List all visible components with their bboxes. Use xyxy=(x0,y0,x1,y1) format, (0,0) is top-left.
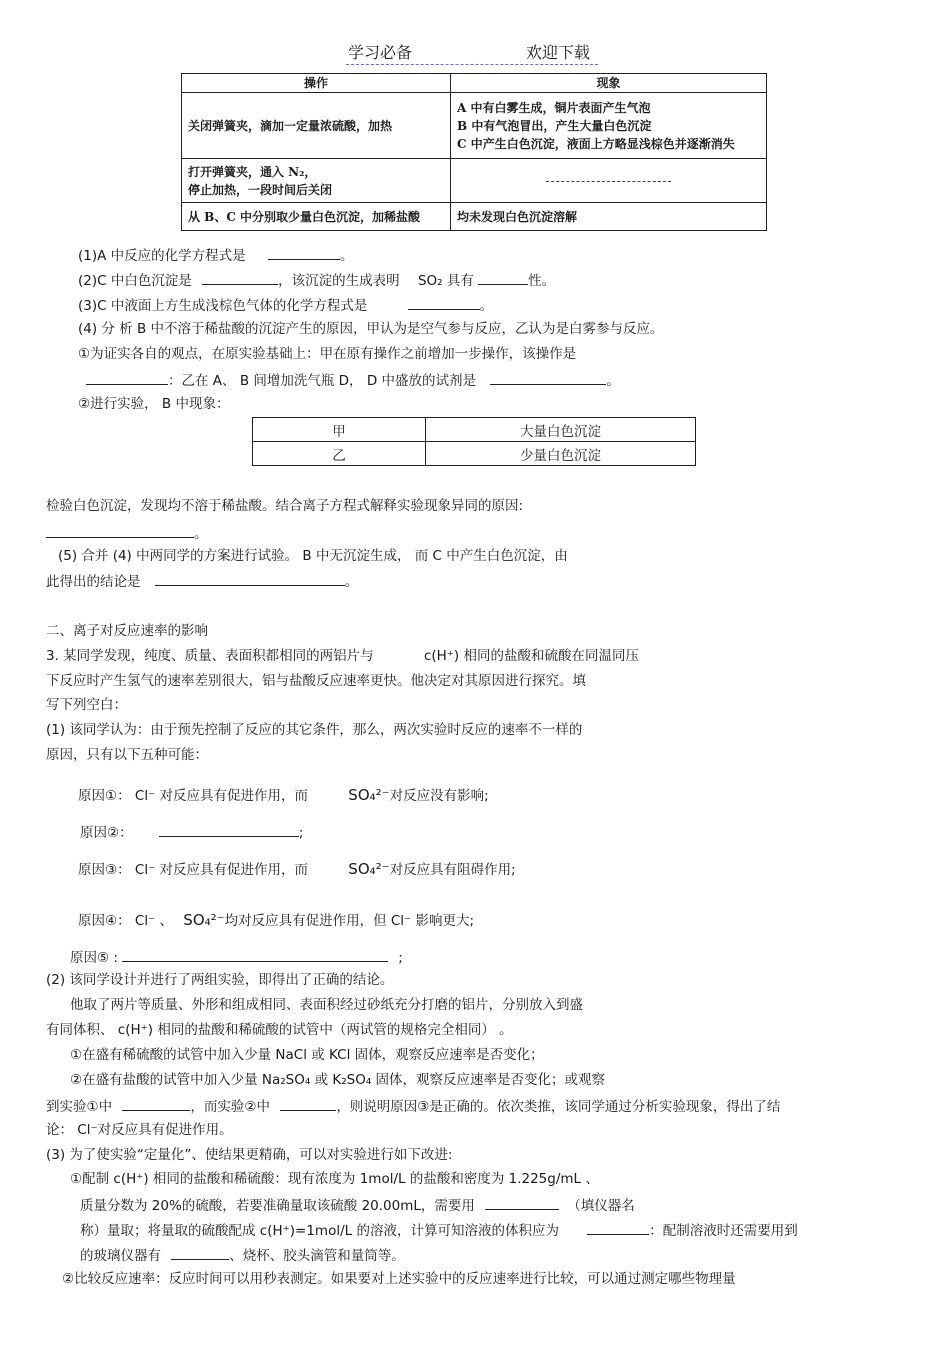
reason-1: 原因①： Cl⁻ 对反应具有促进作用，而 SO₄²⁻对反应没有影响; xyxy=(78,786,489,804)
answer-blank[interactable] xyxy=(86,370,168,385)
question-4-explain-answer: 。 xyxy=(46,523,208,543)
sulfate-ion: SO₄²⁻ xyxy=(348,860,390,878)
header-left: 学习必备 xyxy=(348,43,413,62)
answer-blank[interactable] xyxy=(280,1096,336,1111)
result-who: 乙 xyxy=(253,442,426,466)
answer-blank[interactable] xyxy=(122,947,388,962)
problem-3-q2-conclusion: 论： Cl⁻对反应具有促进作用。 xyxy=(46,1122,233,1138)
question-4-part-2: ②进行实验， B 中现象： xyxy=(78,396,230,412)
problem-3-q3-1: ①配制 c(H⁺) 相同的盐酸和稀硫酸：现有浓度为 1mol/L 的盐酸和密度为 1.225g/mL 、 xyxy=(70,1171,599,1187)
reason-4: 原因④： Cl⁻ 、 SO₄²⁻均对反应具有促进作用，但 Cl⁻ 影响更大; xyxy=(78,911,475,929)
reason-2: 原因②： ; xyxy=(80,822,303,842)
question-5-conclusion: 此得出的结论是 。 xyxy=(46,571,358,591)
section-title: 二、离子对反应速率的影响 xyxy=(46,623,208,639)
answer-blank[interactable] xyxy=(485,1195,559,1210)
result-who: 甲 xyxy=(253,418,426,442)
problem-3-q2-exp-2: ②在盛有盐酸的试管中加入少量 Na₂SO₄ 或 K₂SO₄ 固体，观察反应速率是否变化；或观察 xyxy=(70,1072,606,1088)
header-phenomenon: 现象 xyxy=(451,74,767,93)
problem-3-line-3: 写下列空白： xyxy=(46,697,127,713)
reason-5: 原因⑤ : ; xyxy=(70,947,403,967)
question-2: (2)C 中白色沉淀是 ，该沉淀的生成表明 SO₂ 具有 性。 xyxy=(78,270,555,290)
op-cell: 从 B、C 中分别取少量白色沉淀，加稀盐酸 xyxy=(182,203,451,231)
question-4: (4) 分 析 B 中不溶于稀盐酸的沉淀产生的原因，甲认为是空气参与反应，乙认为是白雾参与反应。 xyxy=(78,321,664,337)
problem-3-q3-2: 质量分数为 20%的硫酸，若要准确量取该硫酸 20.00mL，需要用 （填仪器名 xyxy=(80,1195,635,1215)
problem-3-q3: (3) 为了使实验“定量化”、使结果更精确，可以对实验进行如下改进: xyxy=(46,1147,453,1163)
question-4-part-1b: ：乙在 A、 B 间增加洗气瓶 D， D 中盛放的试剂是 。 xyxy=(86,370,620,390)
problem-3-q2-line-3: 有同体积、 c(H⁺) 相同的盐酸和稀硫酸的试管中（两试管的规格完全相同） 。 xyxy=(46,1022,513,1038)
table-row xyxy=(182,93,767,159)
result-table xyxy=(252,417,696,466)
question-4-part-1: ①为证实各自的观点，在原实验基础上：甲在原有操作之前增加一步操作，该操作是 xyxy=(78,346,577,362)
obs-cell-empty xyxy=(451,159,767,203)
table-row xyxy=(253,442,696,466)
answer-blank[interactable] xyxy=(490,370,606,385)
problem-3-q2-line-2: 他取了两片等质量、外形和组成相同、表面积经过砂纸充分打磨的铝片，分别放入到盛 xyxy=(70,997,583,1013)
problem-3-q3-4: 的玻璃仪器有 、烧杯、胶头滴管和量筒等。 xyxy=(80,1245,405,1265)
answer-blank[interactable] xyxy=(478,270,528,285)
op-cell: 打开弹簧夹，通入 N₂， 停止加热，一段时间后关闭 xyxy=(182,159,451,203)
answer-blank[interactable] xyxy=(171,1245,229,1260)
op-cell: 关闭弹簧夹，滴加一定量浓硫酸，加热 xyxy=(182,93,451,159)
table-header-row xyxy=(182,74,767,93)
obs-cell: A 中有白雾生成，铜片表面产生气泡 B 中有气泡冒出，产生大量白色沉淀 C 中产生白色沉淀，液面上方略显浅棕色并逐渐消失 xyxy=(451,93,767,159)
table-row xyxy=(182,203,767,231)
question-4-explain: 检验白色沉淀，发现均不溶于稀盐酸。结合离子方程式解释实验现象异同的原因: xyxy=(46,498,524,514)
dashed-line xyxy=(546,181,671,182)
problem-3-q1b: 原因，只有以下五种可能： xyxy=(46,747,208,763)
problem-3-line-1: 3. 某同学发现，纯度、质量、表面积都相同的两铝片与 c(H⁺) 相同的盐酸和硫酸在同温同压 xyxy=(46,648,639,664)
question-3: (3)C 中液面上方生成浅棕色气体的化学方程式是 。 xyxy=(78,295,493,315)
problem-3-q2-exp-1: ①在盛有稀硫酸的试管中加入少量 NaCl 或 KCl 固体，观察反应速率是否变化； xyxy=(70,1047,544,1063)
answer-blank[interactable] xyxy=(46,523,194,538)
question-5: (5) 合并 (4) 中两同学的方案进行试验。 B 中无沉淀生成， 而 C 中产生白色沉淀，由 xyxy=(58,548,568,564)
sulfate-ion: SO₄²⁻ xyxy=(348,786,390,804)
problem-3-q3-3: 称）量取；将量取的硫酸配成 c(H⁺)=1mol/L 的溶液，计算可知溶液的体积应为 ：配制溶液时还需要用到 xyxy=(80,1220,798,1240)
table-row xyxy=(253,418,696,442)
result-value: 大量白色沉淀 xyxy=(426,418,696,442)
sulfate-ion: SO₄²⁻ xyxy=(183,911,225,929)
table-row xyxy=(182,159,767,203)
problem-3-q2-observe: 到实验①中 ，而实验②中 ，则说明原因③是正确的。依次类推，该同学通过分析实验现象，得出了结 xyxy=(46,1096,780,1116)
question-1: (1)A 中反应的化学方程式是 。 xyxy=(78,245,353,265)
header-rule xyxy=(346,64,598,65)
result-value: 少量白色沉淀 xyxy=(426,442,696,466)
answer-blank[interactable] xyxy=(122,1096,190,1111)
answer-blank[interactable] xyxy=(202,270,278,285)
problem-3-q1: (1) 该同学认为：由于预先控制了反应的其它条件，那么，两次实验时反应的速率不一样的 xyxy=(46,722,583,738)
reason-3: 原因③： Cl⁻ 对反应具有促进作用，而 SO₄²⁻对反应具有阻碍作用; xyxy=(78,860,516,878)
obs-cell: 均未发现白色沉淀溶解 xyxy=(451,203,767,231)
problem-3-q2: (2) 该同学设计并进行了两组实验，即得出了正确的结论。 xyxy=(46,972,394,988)
problem-3-line-2: 下反应时产生氢气的速率差别很大，铝与盐酸反应速率更快。他决定对其原因进行探究。填 xyxy=(46,673,586,689)
experiment-table xyxy=(181,73,767,231)
answer-blank[interactable] xyxy=(408,295,480,310)
answer-blank[interactable] xyxy=(155,571,345,586)
answer-blank[interactable] xyxy=(268,245,340,260)
header-right: 欢迎下载 xyxy=(526,43,591,62)
answer-blank[interactable] xyxy=(587,1220,649,1235)
answer-blank[interactable] xyxy=(159,822,299,837)
problem-3-q3-5: ②比较反应速率：反应时间可以用秒表测定。如果要对上述实验中的反应速率进行比较，可以通过测定哪些物理量 xyxy=(62,1271,736,1287)
header-operation: 操作 xyxy=(182,74,451,93)
